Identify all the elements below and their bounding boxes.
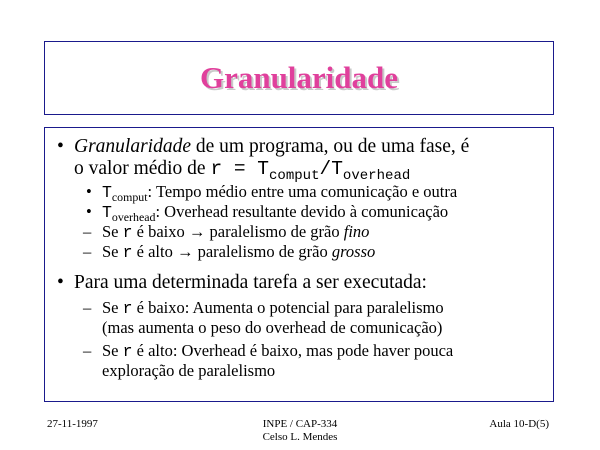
title-box [44, 41, 554, 115]
equals-sign: = [222, 158, 258, 180]
content-box [44, 127, 554, 402]
var-t-overhead: T [331, 158, 343, 180]
subitem-r-alto [102, 242, 375, 262]
subitem-marker: • [86, 202, 92, 221]
subscript-comput: comput [111, 190, 148, 205]
var-t: T [102, 183, 112, 202]
bullet-1-text: de um programa, ou de uma fase, é [191, 136, 470, 157]
var-r: r [210, 158, 223, 180]
subscript-overhead: overhead [111, 210, 156, 225]
var-r: r [122, 299, 133, 318]
subitem-baixo-line-1 [102, 298, 444, 318]
subitem-prefix: Se [102, 242, 123, 261]
subitem-dash: – [83, 242, 92, 261]
footer-date: 27-11-1997 [47, 418, 98, 430]
term-granularidade: Granularidade [74, 136, 191, 157]
subitem-overhead [102, 202, 449, 225]
subitem-text: é alto: Overhead é baixo, mas pode haver pouca [132, 341, 454, 360]
subscript-comput: comput [268, 167, 320, 184]
subitem-alto-line-1 [102, 341, 453, 361]
subitem-prefix: Se [102, 341, 123, 360]
subitem-prefix: Se [102, 222, 123, 241]
subitem-r-baixo [102, 222, 369, 242]
subitem-prefix: Se [102, 298, 123, 317]
var-t-comput: T [257, 158, 269, 180]
footer-course: INPE / CAP-334 [262, 418, 338, 430]
var-r: r [122, 243, 133, 262]
subitem-text: : Overhead resultante devido à comunicação [155, 202, 449, 221]
bullet-1-line-1 [74, 136, 469, 158]
var-r: r [122, 223, 133, 242]
term-fino: fino [343, 222, 370, 241]
subitem-dash: – [83, 298, 92, 317]
bullet-marker: • [57, 272, 64, 293]
subitem-dash: – [83, 222, 92, 241]
var-r: r [122, 342, 133, 361]
divide-slash: / [319, 158, 332, 180]
subitem-text: é alto → paralelismo de grão [132, 242, 332, 261]
bullet-2-text: Para uma determinada tarefa a ser executada: [74, 272, 427, 293]
footer-author: Celso L. Mendes [262, 431, 338, 443]
subitem-text: é baixo → paralelismo de grão [132, 222, 344, 241]
subitem-marker: • [86, 182, 92, 201]
subitem-dash: – [83, 341, 92, 360]
bullet-marker: • [57, 136, 64, 157]
subitem-alto-line-2: exploração de paralelismo [102, 361, 276, 380]
bullet-1-line-2 [74, 158, 411, 184]
subitem-baixo-line-2: (mas aumenta o peso do overhead de comunicação) [102, 318, 443, 337]
subscript-overhead: overhead [342, 167, 411, 184]
term-grosso: grosso [331, 242, 376, 261]
subitem-text: : Tempo médio entre uma comunicação e outra [147, 182, 458, 201]
slide-title: Granularidade [199, 60, 399, 95]
subitem-comput [102, 182, 458, 205]
subitem-text: é baixo: Aumenta o potencial para paralelismo [132, 298, 444, 317]
footer-lecture: Aula 10-D(5) [489, 418, 549, 430]
formula-prefix: o valor médio de [74, 158, 211, 179]
var-t: T [102, 203, 112, 222]
